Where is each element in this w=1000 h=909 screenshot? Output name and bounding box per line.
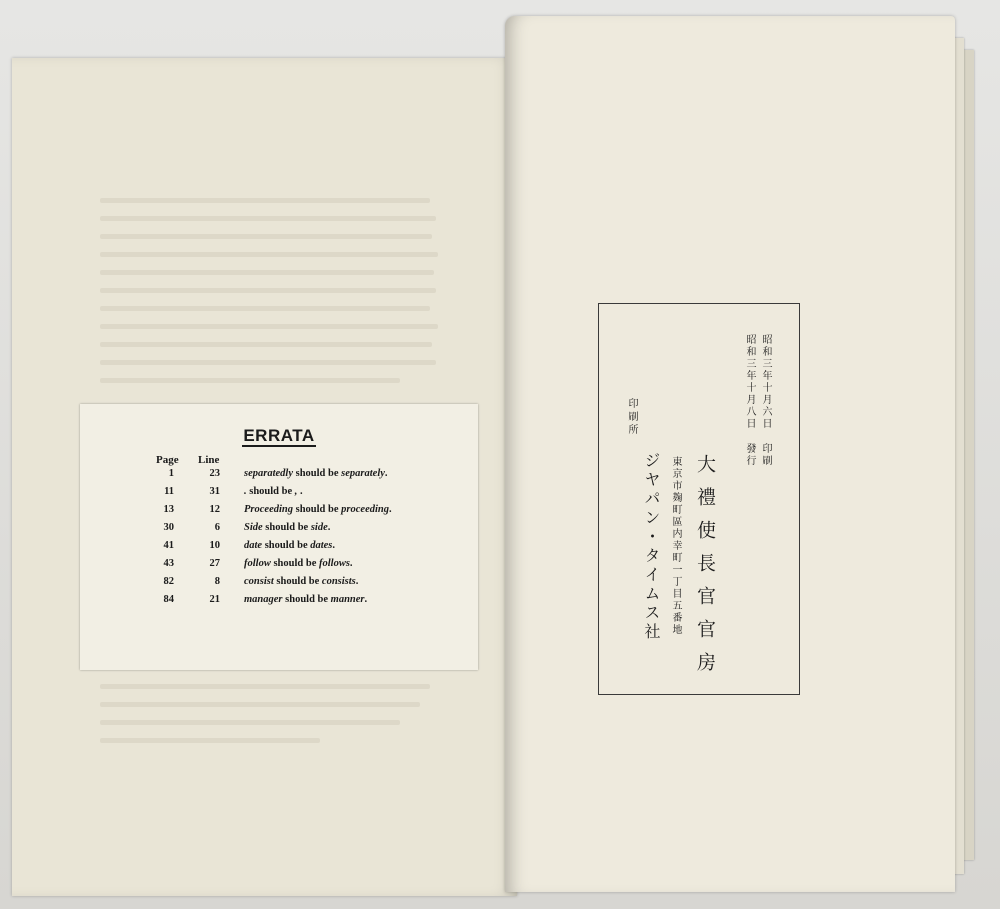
bleed-through-line xyxy=(100,342,432,347)
errata-row: 1 23 separatedly should be separately. xyxy=(168,468,388,479)
colophon-box xyxy=(598,303,800,695)
errata-row: 30 6 Side should be side. xyxy=(163,522,331,533)
printer-address: 東京市麹町區内幸町一丁目五番地 xyxy=(670,456,681,636)
bleed-through-line xyxy=(100,324,438,329)
issued-date: 昭和三年十月八日 發行 xyxy=(744,334,755,467)
bleed-through-line xyxy=(100,378,400,383)
errata-title: ERRATA xyxy=(243,426,315,445)
column-header-line: Line xyxy=(198,454,220,466)
printer-name: ジヤパン・タイムス社 xyxy=(642,452,661,642)
printed-date: 昭和三年十月六日 印刷 xyxy=(760,334,771,467)
bleed-through-line xyxy=(100,684,430,689)
bleed-through-line xyxy=(100,198,430,203)
errata-row: 82 8 consist should be consists. xyxy=(163,576,359,587)
bleed-through-line xyxy=(100,702,420,707)
bleed-through-line xyxy=(100,270,434,275)
errata-row: 11 31 . should be , . xyxy=(164,486,303,497)
printer-label: 印刷所 xyxy=(626,398,637,437)
errata-slip xyxy=(80,404,478,670)
bleed-through-line xyxy=(100,360,436,365)
bleed-through-line xyxy=(100,252,438,257)
errata-row: 41 10 date should be dates. xyxy=(163,540,336,551)
bleed-through-line xyxy=(100,738,320,743)
errata-row: 84 21 manager should be manner. xyxy=(163,594,368,605)
errata-row: 43 27 follow should be follows. xyxy=(163,558,353,569)
errata-row: 13 12 Proceeding should be proceeding. xyxy=(163,504,392,515)
bleed-through-line xyxy=(100,234,432,239)
publisher-name: 大禮使長官官房 xyxy=(694,454,716,685)
bleed-through-line xyxy=(100,216,436,221)
bleed-through-line xyxy=(100,306,430,311)
column-header-page: Page xyxy=(156,454,179,466)
bleed-through-line xyxy=(100,288,436,293)
bleed-through-line xyxy=(100,720,400,725)
